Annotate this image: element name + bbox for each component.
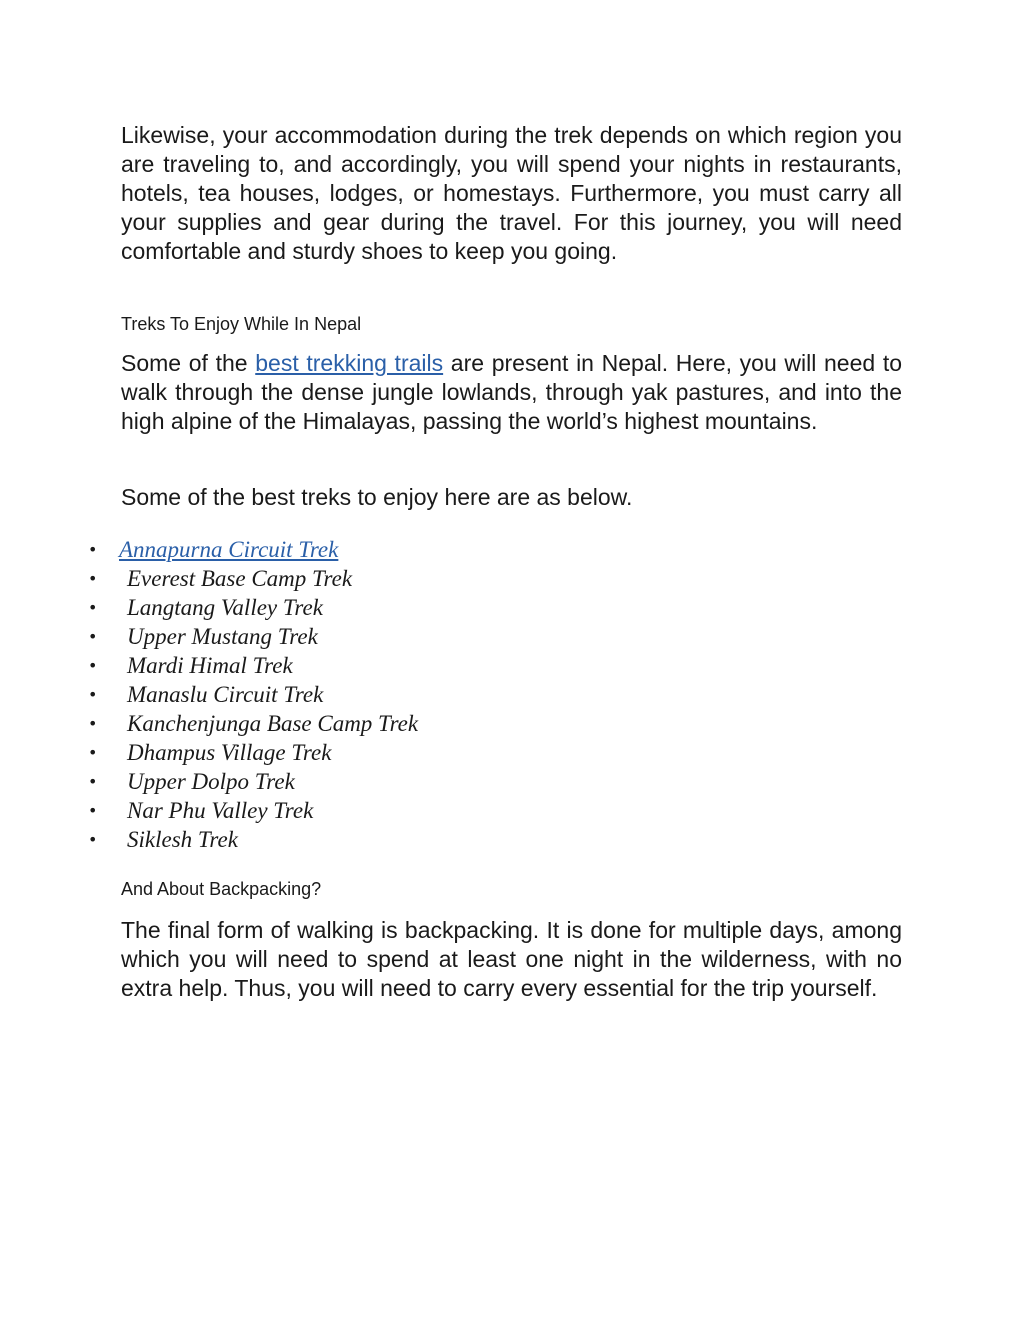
treks-nepal-heading: Treks To Enjoy While In Nepal bbox=[121, 314, 362, 334]
trails-prefix-text: Some of the bbox=[121, 350, 248, 376]
bullet-icon: • bbox=[88, 685, 98, 704]
bullet-icon: • bbox=[88, 801, 98, 820]
best-treks-intro: Some of the best treks to enjoy here are as below. bbox=[121, 484, 633, 510]
bullet-icon: • bbox=[88, 569, 98, 588]
backpacking-paragraph: The final form of walking is backpacking. It is done for multiple days, among which you will need to spend at least one night in the wilderness, with no extra help. Thus, you will need to carry every essential for the trip yourself. bbox=[121, 917, 902, 1001]
bullet-icon: • bbox=[88, 540, 98, 559]
annapurna-circuit-trek-link[interactable]: Annapurna Circuit Trek bbox=[119, 537, 339, 562]
trek-name: Upper Mustang Trek bbox=[127, 624, 318, 649]
bullet-icon: • bbox=[88, 830, 98, 849]
trek-name: Kanchenjunga Base Camp Trek bbox=[127, 711, 419, 736]
trek-name: Manaslu Circuit Trek bbox=[127, 682, 324, 707]
backpacking-heading: And About Backpacking? bbox=[121, 879, 322, 899]
trek-name: Siklesh Trek bbox=[127, 827, 238, 852]
trek-name: Langtang Valley Trek bbox=[127, 595, 323, 620]
bullet-icon: • bbox=[88, 598, 98, 617]
trails-suffix-text: are present in Nepal. Here, you will need to walk through the dense jungle lowlands, through yak pastures, and into the high alpine of the Himalayas, passing the world’s highest mountains. bbox=[121, 350, 903, 434]
bullet-icon: • bbox=[88, 627, 98, 646]
trek-name: Dhampus Village Trek bbox=[127, 740, 332, 765]
bullet-icon: • bbox=[88, 714, 98, 733]
accommodation-paragraph: Likewise, your accommodation during the trek depends on which region you are traveling to, and accordingly, you will spend your nights in restaurants, hotels, tea houses, lodges, or homestays. Furthermore, you must carry all your supplies and gear during the travel. For this journey, you will need comfortable and sturdy shoes to keep you going. bbox=[121, 122, 902, 264]
bullet-icon: • bbox=[88, 743, 98, 762]
best-trekking-trails-link[interactable]: best trekking trails bbox=[255, 350, 444, 376]
bullet-icon: • bbox=[88, 656, 98, 675]
trails-paragraph bbox=[121, 349, 902, 436]
trek-name: Nar Phu Valley Trek bbox=[127, 798, 314, 823]
trek-name: Mardi Himal Trek bbox=[127, 653, 293, 678]
trek-name: Upper Dolpo Trek bbox=[127, 769, 295, 794]
trek-name: Everest Base Camp Trek bbox=[127, 566, 353, 591]
bullet-icon: • bbox=[88, 772, 98, 791]
